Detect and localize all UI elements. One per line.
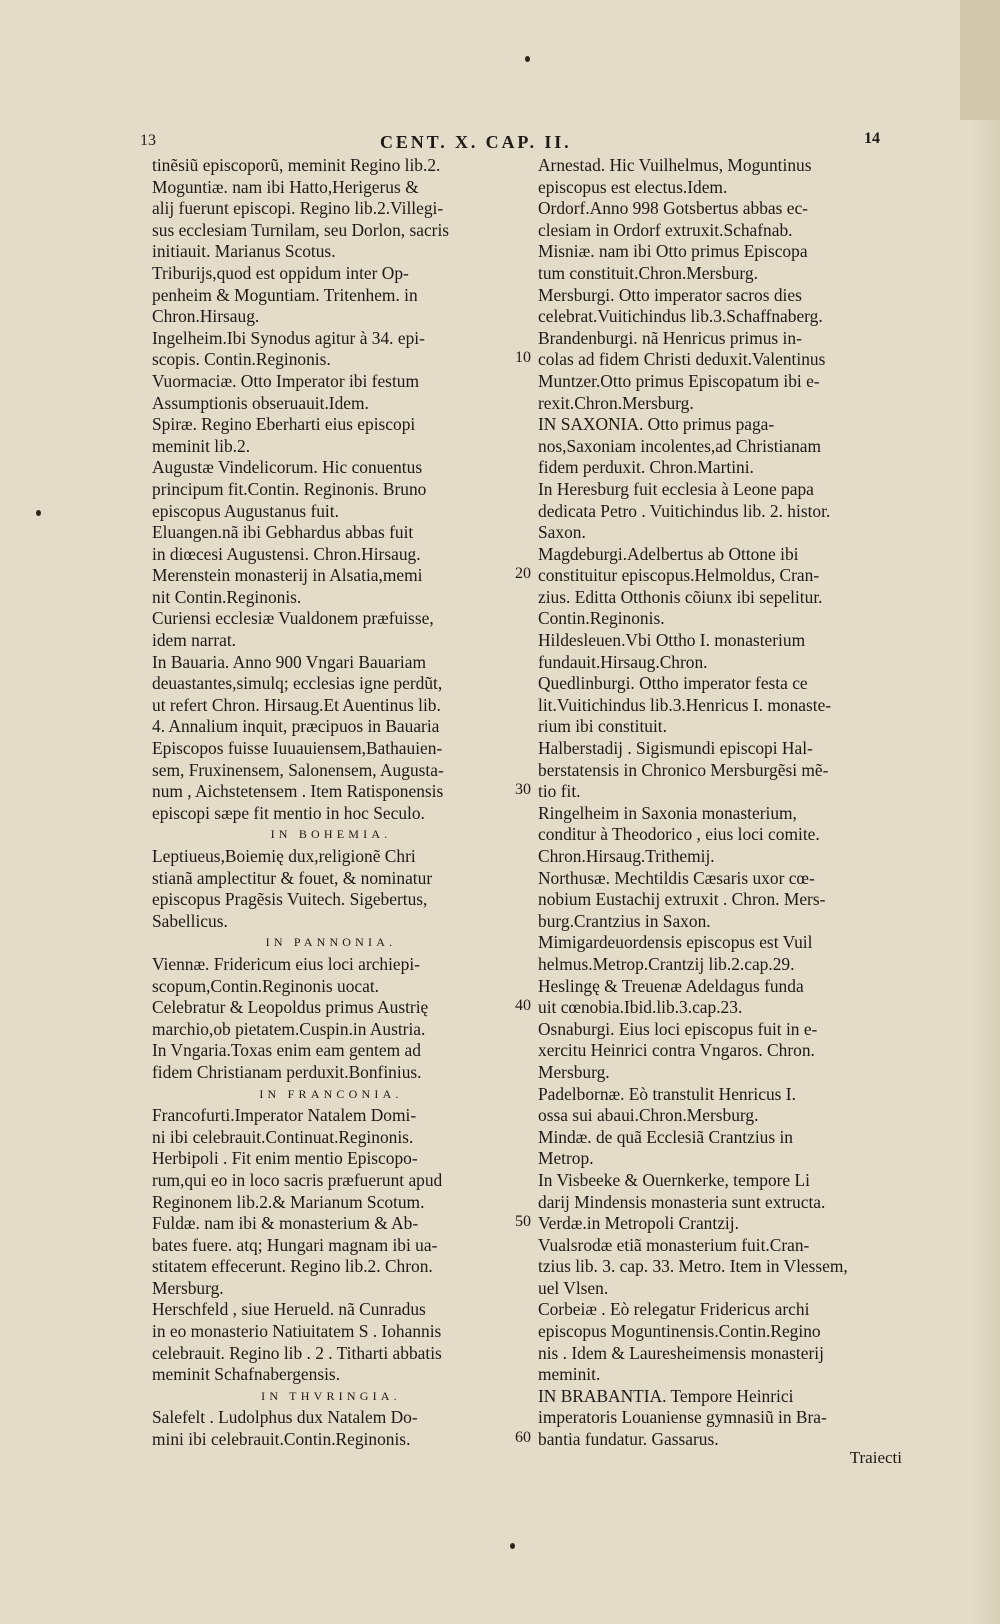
text-line: Francofurti.Imperator Natalem Domi- <box>152 1105 417 1126</box>
text-line: IN SAXONIA. Otto primus paga- <box>538 414 775 435</box>
text-line: helmus.Metrop.Crantzij lib.2.cap.29. <box>538 953 795 974</box>
text-line: penheim & Moguntiam. Tritenhem. in <box>152 284 418 305</box>
text-line: meminit Schafnabergensis. <box>152 1364 341 1385</box>
text-line: Ordorf.Anno 998 Gotsbertus abbas ec- <box>538 198 808 219</box>
text-line: Herschfeld , siue Herueld. nã Cunradus <box>152 1299 426 1320</box>
section-heading: IN PANNONIA. <box>265 935 397 950</box>
text-line: meminit. <box>538 1364 601 1385</box>
text-line: burg.Crantzius in Saxon. <box>538 910 711 931</box>
text-line: tum constituit.Chron.Mersburg. <box>538 262 758 283</box>
text-line: Salefelt . Ludolphus dux Natalem Do- <box>152 1407 418 1428</box>
text-line: Chron.Hirsaug. <box>152 306 260 327</box>
text-line: Augustæ Vindelicorum. Hic conuentus <box>152 457 423 478</box>
text-line: Sabellicus. <box>152 910 228 931</box>
text-line: In Heresburg fuit ecclesia à Leone papa <box>538 478 814 499</box>
text-line: Osnaburgi. Eius loci episcopus fuit in e- <box>538 1018 818 1039</box>
text-line: In Bauaria. Anno 900 Vngari Bauariam <box>152 651 426 672</box>
text-line: Heslingę & Treuenæ Adeldagus funda <box>538 975 804 996</box>
text-line: Mimigardeuordensis episcopus est Vuil <box>538 932 813 953</box>
text-line: Vualsrodæ etiã monasterium fuit.Cran- <box>538 1234 810 1255</box>
section-heading: IN FRANCONIA. <box>259 1086 403 1101</box>
text-line: sus ecclesiam Turnilam, seu Dorlon, sacris <box>152 219 450 240</box>
text-line: idem narrat. <box>152 630 237 651</box>
left-text-column <box>152 155 510 1451</box>
text-line: Mindæ. de quã Ecclesiã Crantzius in <box>538 1126 794 1147</box>
text-line: fidem Christianam perduxit.Bonfinius. <box>152 1061 422 1082</box>
margin-line-number: 30 <box>515 781 531 799</box>
text-line: tio fit. <box>538 781 581 802</box>
text-line: ossa sui abaui.Chron.Mersburg. <box>538 1105 759 1126</box>
text-line: episcopus Pragẽsis Vuitech. Sigebertus, <box>152 889 428 910</box>
folio-number-left: 13 <box>140 132 156 149</box>
text-line: rum,qui eo in loco sacris præfuerunt apud <box>152 1169 443 1190</box>
text-line: sem, Fruxinensem, Salonensem, Augusta- <box>152 759 444 780</box>
text-line: In Vngaria.Toxas enim eam gentem ad <box>152 1040 421 1061</box>
text-line: Eluangen.nã ibi Gebhardus abbas fuit <box>152 522 414 543</box>
text-line: berstatensis in Chronico Mersburgẽsi mẽ- <box>538 759 829 780</box>
text-line: lit.Vuitichindus lib.3.Henricus I. monaste- <box>538 694 832 715</box>
text-line: Leptiueus,Boiemię dux,religionẽ Chri <box>152 846 416 866</box>
text-line: stitatem effecerunt. Regino lib.2. Chron. <box>152 1256 433 1277</box>
text-line: Merenstein monasterij in Alsatia,memi <box>152 565 423 586</box>
section-heading: IN BOHEMIA. <box>270 827 392 842</box>
text-line: Curiensi ecclesiæ Vualdonem præfuisse, <box>152 608 434 629</box>
text-line: Moguntiæ. nam ibi Hatto,Herigerus & <box>152 176 419 197</box>
text-line: deuastantes,simulq; ecclesias igne perdũt, <box>152 673 443 694</box>
text-line: ut refert Chron. Hirsaug.Et Auentinus lib. <box>152 694 441 715</box>
text-line: In Visbeeke & Ouernkerke, tempore Li <box>538 1169 810 1190</box>
text-line: Hildesleuen.Vbi Ottho I. monasterium <box>538 630 806 651</box>
text-line: Fuldæ. nam ibi & monasterium & Ab- <box>152 1213 419 1234</box>
text-line: Spiræ. Regino Eberharti eius episcopi <box>152 414 416 435</box>
ink-speck <box>525 56 530 62</box>
text-line: principum fit.Contin. Reginonis. Bruno <box>152 478 427 499</box>
text-line: episcopi sæpe fit mentio in hoc Seculo. <box>152 802 425 823</box>
text-line: in eo monasterio Natiuitatem S . Iohannis <box>152 1321 442 1342</box>
margin-line-number: 20 <box>515 565 531 583</box>
text-line: Triburijs,quod est oppidum inter Op- <box>152 262 409 283</box>
text-line: episcopus Augustanus fuit. <box>152 500 339 521</box>
text-line: constituitur episcopus.Helmoldus, Cran- <box>538 565 820 586</box>
text-line: Celebratur & Leopoldus primus Austrię <box>152 997 429 1018</box>
text-line: dedicata Petro . Vuitichindus lib. 2. histor. <box>538 500 831 521</box>
right-text-column <box>538 155 896 1451</box>
text-line: nis . Idem & Lauresheimensis monasterij <box>538 1342 824 1363</box>
text-line: Muntzer.Otto primus Episcopatum ibi e- <box>538 370 820 391</box>
text-line: celebrat.Vuitichindus lib.3.Schaffnaberg. <box>538 306 823 327</box>
text-line: Misniæ. nam ibi Otto primus Episcopa <box>538 241 808 262</box>
folio-number-right: 14 <box>864 130 880 147</box>
page-corner-shadow <box>960 0 1000 120</box>
text-line: Vuormaciæ. Otto Imperator ibi festum <box>152 370 419 391</box>
catchword: Traiecti <box>849 1448 902 1467</box>
running-title: CENT. X. CAP. II. <box>380 132 572 152</box>
text-line: IN BRABANTIA. Tempore Heinrici <box>538 1385 794 1406</box>
margin-line-number: 40 <box>515 997 531 1015</box>
text-line: Halberstadij . Sigismundi episcopi Hal- <box>538 738 813 759</box>
text-line: Northusæ. Mechtildis Cæsaris uxor cœ- <box>538 867 815 888</box>
page-header <box>140 132 880 156</box>
text-line: 4. Annalium inquit, præcipuos in Bauaria <box>152 716 440 737</box>
margin-line-number: 60 <box>515 1429 531 1447</box>
text-line: stianã amplectitur & fouet, & nominatur <box>152 867 433 888</box>
text-line: initiauit. Marianus Scotus. <box>152 241 336 262</box>
text-line: tzius lib. 3. cap. 33. Metro. Item in Vlessem, <box>538 1256 848 1277</box>
text-line: Reginonem lib.2.& Marianum Scotum. <box>152 1191 425 1212</box>
margin-line-number: 50 <box>515 1213 531 1231</box>
text-line: Viennæ. Fridericum eius loci archiepi- <box>152 953 420 974</box>
text-line: Herbipoli . Fit enim mentio Episcopo- <box>152 1148 418 1169</box>
text-line: uel Vlsen. <box>538 1277 609 1298</box>
text-line: Chron.Hirsaug.Trithemij. <box>538 846 715 866</box>
text-line: ni ibi celebrauit.Continuat.Reginonis. <box>152 1126 414 1147</box>
text-line: celebrauit. Regino lib . 2 . Titharti abbatis <box>152 1342 442 1363</box>
text-line: Brandenburgi. nã Henricus primus in- <box>538 327 802 348</box>
text-line: Mersburg. <box>538 1061 610 1082</box>
text-line: Ingelheim.Ibi Synodus agitur à 34. epi- <box>152 327 425 348</box>
text-line: clesiam in Ordorf extruxit.Schafnab. <box>538 219 793 240</box>
text-line: Verdæ.in Metropoli Crantzij. <box>538 1213 739 1234</box>
text-line: fundauit.Hirsaug.Chron. <box>538 651 708 672</box>
text-line: fidem perduxit. Chron.Martini. <box>538 457 754 478</box>
text-line: scopis. Contin.Reginonis. <box>152 349 331 370</box>
text-line: Metrop. <box>538 1148 594 1169</box>
text-line: episcopus Moguntinensis.Contin.Regino <box>538 1321 821 1342</box>
text-line: tinẽsiũ episcoporũ, meminit Regino lib.2. <box>152 155 441 175</box>
page-edge-shadow <box>970 0 1000 1624</box>
text-line: uit cœnobia.Ibid.lib.3.cap.23. <box>538 997 743 1018</box>
text-line: Assumptionis obseruauit.Idem. <box>152 392 369 413</box>
text-line: Mersburg. <box>152 1277 224 1298</box>
text-line: mini ibi celebrauit.Contin.Reginonis. <box>152 1429 411 1450</box>
text-line: meminit lib.2. <box>152 435 251 456</box>
text-line: Arnestad. Hic Vuilhelmus, Moguntinus <box>538 155 812 175</box>
text-line: nos,Saxoniam incolentes,ad Christianam <box>538 435 822 456</box>
text-line: Padelbornæ. Eò transtulit Henricus I. <box>538 1083 796 1104</box>
text-line: episcopus est electus.Idem. <box>538 176 728 197</box>
text-line: zius. Editta Otthonis cõiunx ibi sepelitur. <box>538 586 823 607</box>
ink-speck <box>36 510 41 516</box>
text-line: nit Contin.Reginonis. <box>152 586 302 607</box>
ink-speck <box>510 1543 515 1549</box>
text-line: Ringelheim in Saxonia monasterium, <box>538 802 797 823</box>
text-line: Mersburgi. Otto imperator sacros dies <box>538 284 802 305</box>
text-line: imperatoris Louaniense gymnasiũ in Bra- <box>538 1407 827 1428</box>
text-line: in diœcesi Augustensi. Chron.Hirsaug. <box>152 543 421 564</box>
text-line: alij fuerunt episcopi. Regino lib.2.Villegi- <box>152 198 444 219</box>
text-line: bates fuere. atq; Hungari magnam ibi ua- <box>152 1234 438 1255</box>
text-line: num , Aichstetensem . Item Ratisponensis <box>152 781 444 802</box>
text-line: rexit.Chron.Mersburg. <box>538 392 694 413</box>
text-line: xercitu Heinrici contra Vngaros. Chron. <box>538 1040 815 1061</box>
margin-line-number: 10 <box>515 349 531 367</box>
text-line: nobium Eustachij extruxit . Chron. Mers- <box>538 889 826 910</box>
text-line: colas ad fidem Christi deduxit.Valentinus <box>538 349 826 370</box>
text-line: Episcopos fuisse Iuuauiensem,Bathauien- <box>152 738 443 759</box>
text-line: rium ibi constituit. <box>538 716 667 737</box>
text-line: Saxon. <box>538 522 586 543</box>
text-line: Magdeburgi.Adelbertus ab Ottone ibi <box>538 543 799 564</box>
text-line: Quedlinburgi. Ottho imperator festa ce <box>538 673 808 694</box>
text-line: conditur à Theodorico , eius loci comite. <box>538 824 820 845</box>
text-line: marchio,ob pietatem.Cuspin.in Austria. <box>152 1018 426 1039</box>
text-line: Corbeiæ . Eò relegatur Fridericus archi <box>538 1299 810 1320</box>
text-line: darij Mindensis monasteria sunt extructa. <box>538 1191 826 1212</box>
section-heading: IN THVRINGIA. <box>261 1388 401 1403</box>
text-line: Contin.Reginonis. <box>538 608 665 629</box>
text-line: bantia fundatur. Gassarus. <box>538 1429 719 1450</box>
text-line: scopum,Contin.Reginonis uocat. <box>152 975 380 996</box>
